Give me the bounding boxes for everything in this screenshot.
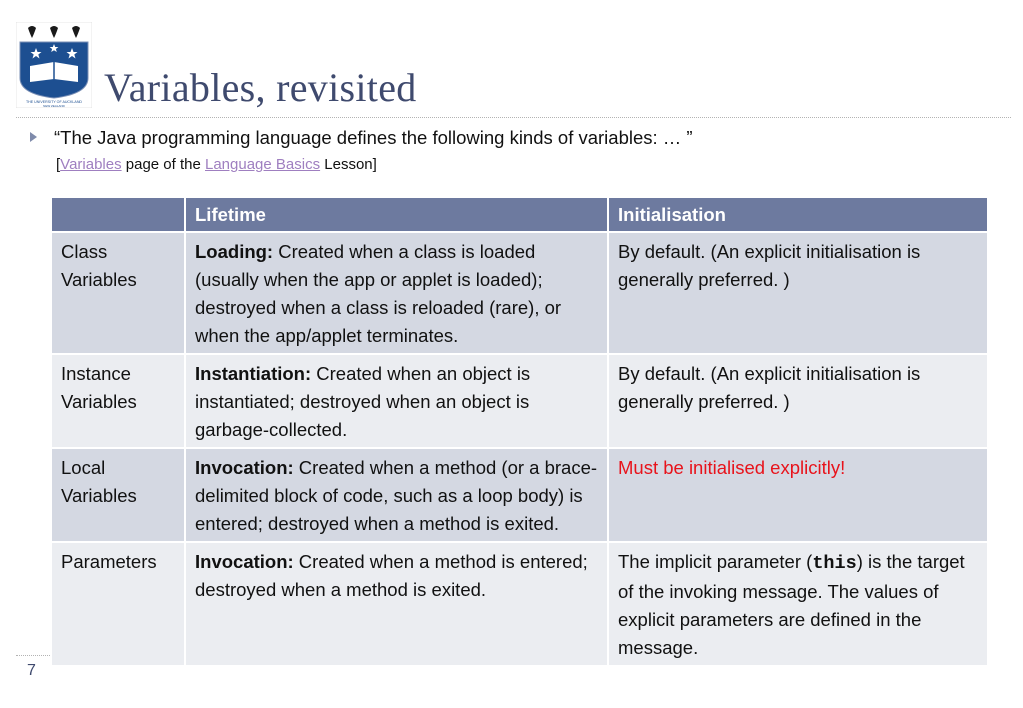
variables-link[interactable]: Variables bbox=[60, 156, 122, 173]
header-empty bbox=[51, 197, 185, 232]
row-name: Local Variables bbox=[51, 448, 185, 542]
page-number-divider bbox=[16, 655, 50, 656]
header-initialisation: Initialisation bbox=[608, 197, 988, 232]
header-lifetime: Lifetime bbox=[185, 197, 608, 232]
title-divider bbox=[16, 117, 1011, 118]
bullet-quote: “The Java programming language defines the following kinds of variables: … ” bbox=[54, 127, 693, 148]
variables-table bbox=[50, 196, 989, 667]
language-basics-link[interactable]: Language Basics bbox=[205, 156, 321, 173]
lifetime-cell: Invocation: Created when a method is entered; destroyed when a method is exited. bbox=[185, 542, 608, 666]
table-row bbox=[51, 232, 988, 354]
initialisation-cell: By default. (An explicit initialisation is generally preferred. ) bbox=[608, 232, 988, 354]
initialisation-cell: By default. (An explicit initialisation is generally preferred. ) bbox=[608, 354, 988, 448]
row-name: Class Variables bbox=[51, 232, 185, 354]
lifetime-cell: Loading: Created when a class is loaded (usually when the app or applet is loaded); destroyed when a class is reloaded (rare), or when the app/applet terminates. bbox=[185, 232, 608, 354]
table-header-row bbox=[51, 197, 988, 232]
svg-text:NEW ZEALAND: NEW ZEALAND bbox=[43, 104, 65, 108]
table-row bbox=[51, 354, 988, 448]
row-name: Instance Variables bbox=[51, 354, 185, 448]
lifetime-cell: Invocation: Created when a method (or a brace-delimited block of code, such as a loop body) is entered; destroyed when a method is exited. bbox=[185, 448, 608, 542]
initialisation-warning: Must be initialised explicitly! bbox=[608, 448, 988, 542]
bullet-triangle-icon bbox=[30, 132, 37, 142]
svg-text:THE UNIVERSITY OF AUCKLAND: THE UNIVERSITY OF AUCKLAND bbox=[25, 100, 83, 104]
row-name: Parameters bbox=[51, 542, 185, 666]
page-number: 7 bbox=[27, 662, 36, 679]
lifetime-cell: Instantiation: Created when an object is instantiated; destroyed when an object is garbage-collected. bbox=[185, 354, 608, 448]
table-row bbox=[51, 542, 988, 666]
this-keyword: this bbox=[812, 553, 857, 574]
source-citation: [Variables page of the Language Basics Lesson] bbox=[56, 156, 377, 173]
initialisation-cell: The implicit parameter (this) is the target of the invoking message. The values of explicit parameters are defined in the message. bbox=[608, 542, 988, 666]
table-row bbox=[51, 448, 988, 542]
slide-title: Variables, revisited bbox=[104, 65, 417, 110]
university-logo bbox=[16, 22, 92, 108]
